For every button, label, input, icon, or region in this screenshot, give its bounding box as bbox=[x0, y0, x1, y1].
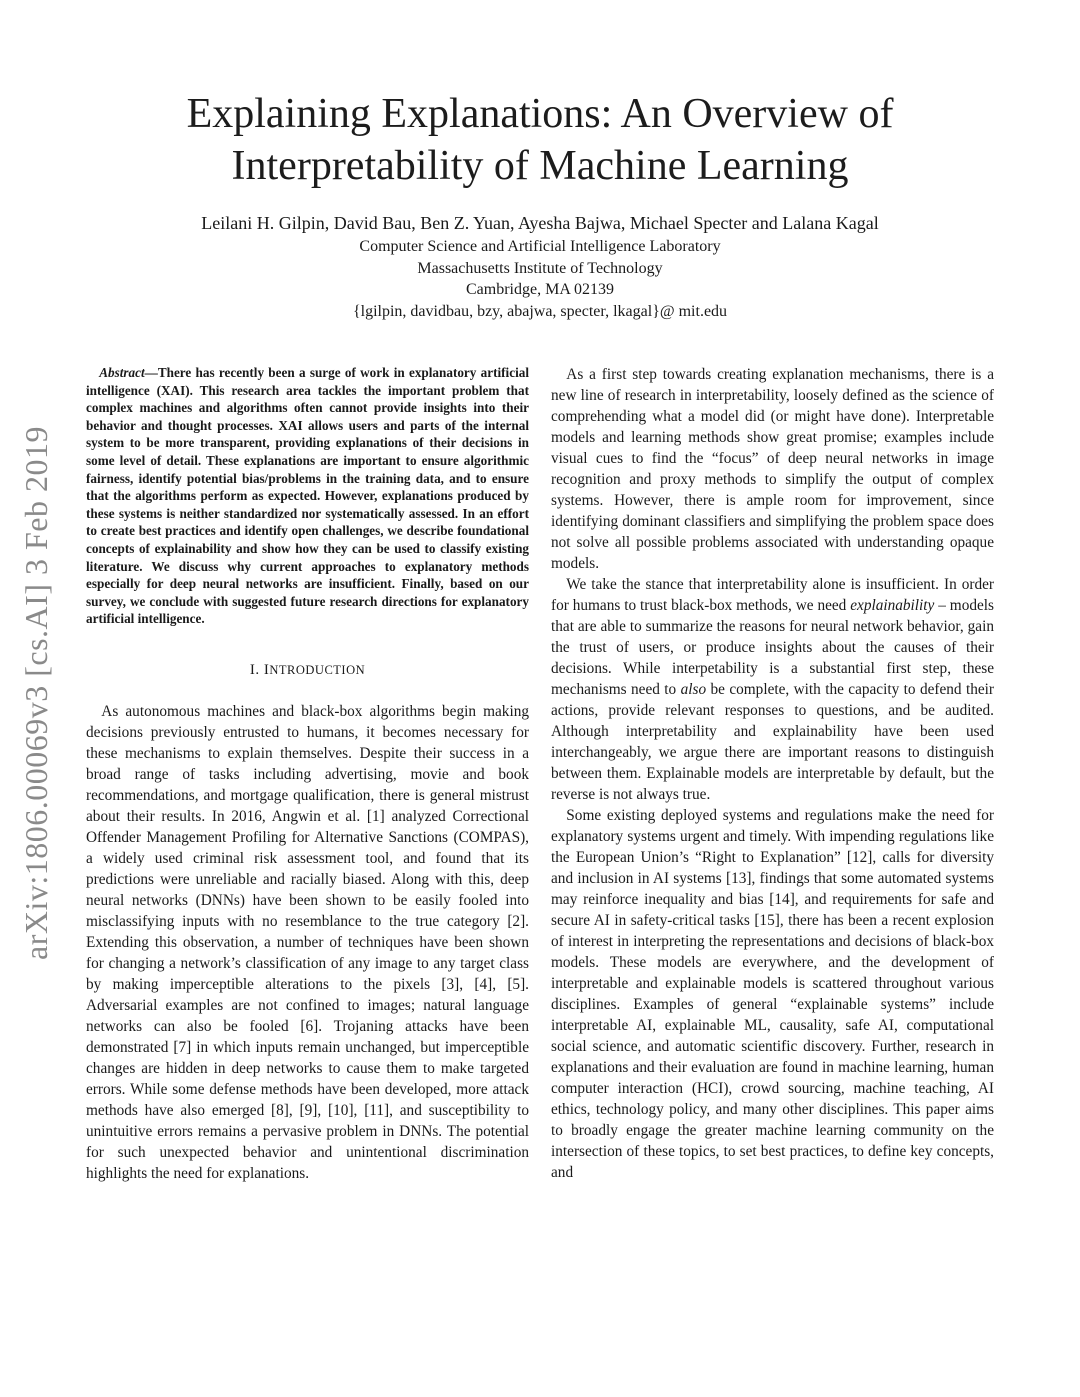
right-column bbox=[551, 364, 994, 1183]
abstract bbox=[86, 364, 529, 628]
para3-text-b: – models that are able to summarize the reasons for neural network behavior, gain the trust of users, or produce insights about the causes of their decisions. While interpetability is a substantial first step, these mechanisms need to bbox=[551, 597, 994, 698]
affiliation-emails: {lgilpin, davidbau, bzy, abajwa, specter, lkagal}@ mit.edu bbox=[352, 302, 728, 320]
paper-title-line-1: Explaining Explanations: An Overview of bbox=[186, 91, 894, 137]
section-heading-introduction bbox=[86, 660, 529, 681]
intro-paragraph-2: As a first step towards creating explanation mechanisms, there is a new line of research in interpretability, loosely defined as the science of comprehending what a model did (or might have done). Interpretable models and learning methods show great promise; examples include visual cues to find the “focus” of deep neural networks in image recognition and proxy methods to simplify the output of complex systems. However, there is ample room for improvement, since identifying dominant classifiers and simplifying the problem space does not solve all possible problems associated with understanding opaque models. bbox=[551, 366, 994, 572]
abstract-text: —There has recently been a surge of work in explanatory artificial intelligence (XAI). This research area tackles the important problem that complex machines and algorithms often cannot provide insights into their behavior and thought processes. XAI allows users and parts of the internal system to be more transparent, providing explanations of their decisions in some level of detail. These explanations are important to ensure algorithmic fairness, identify potential bias/problems in the training data, and to ensure that the algorithms perform as expected. However, explanations produced by these systems is neither standardized nor systematically assessed. In an effort to create best practices and identify open challenges, we describe foundational concepts of explainability and show how they can be used to classify existing literature. We discuss why current approaches to explanatory methods especially for deep neural networks are insufficient. Finally, based on our survey, we conclude with suggested future research directions for explanatory artificial intelligence. bbox=[86, 365, 529, 627]
section-number: I. bbox=[249, 661, 260, 678]
abstract-label: Abstract bbox=[99, 365, 145, 380]
intro-paragraph-3 bbox=[551, 574, 994, 805]
intro-paragraph-4: Some existing deployed systems and regulations make the need for explanatory systems urgent and timely. With impending regulations like the European Union’s “Right to Explanation” [12], calls for diversity and inclusion in AI systems [13], findings that some automated systems may reinforce inequality and bias [14], and requirements for safe and secure AI in safety-critical tasks [15], there has been a recent explosion of interest in interpreting the representations and decisions of black-box models. These models are everywhere, and the development of interpretable and explainable models is scattered throughout various disciplines. Examples of general “explainable systems” include interpretable AI, explainable ML, causality, safe AI, computational social science, and automatic scientific discovery. Further, research in explanations and their evaluation are found in machine learning, human computer interaction (HCI), crowd sourcing, machine teaching, AI ethics, technology policy, and many other disciplines. This paper aims to broadly engage the greater machine learning community on the intersection of these topics, to set best practices, to define key concepts, and bbox=[551, 807, 994, 1181]
para3-emphasis-also: also bbox=[680, 681, 707, 698]
para3-emphasis-explainability: explainability bbox=[850, 597, 935, 614]
affiliation-institute: Massachusetts Institute of Technology bbox=[417, 259, 663, 277]
para3-text-c: be complete, with the capacity to defend their actions, provide relevant responses to questions, and be audited. Although interpretability and explainability have been used interchangeably, we argue there are important reasons to distinguish between them. Explainable models are interpretable by default, but the reverse is not always true. bbox=[551, 681, 994, 803]
section-title-rest: NTRODUCTION bbox=[269, 662, 366, 677]
para3-text-a: We take the stance that interpretability alone is insufficient. In order for humans to trust black-box methods, we need bbox=[551, 576, 994, 614]
section-title-initial: I bbox=[263, 661, 270, 678]
left-column bbox=[86, 364, 529, 1184]
arxiv-watermark: arXiv:1806.00069v3 [cs.AI] 3 Feb 2019 bbox=[18, 426, 54, 960]
affiliation-city: Cambridge, MA 02139 bbox=[466, 281, 614, 298]
paper-title bbox=[100, 88, 980, 192]
affiliation-block bbox=[100, 236, 980, 322]
author-list: Leilani H. Gilpin, David Bau, Ben Z. Yuan, Ayesha Bajwa, Michael Specter and Lalana Kagal bbox=[201, 213, 879, 233]
intro-paragraph-1: As autonomous machines and black-box algorithms begin making decisions previously entrusted to humans, it becomes necessary for these mechanisms to explain themselves. Despite their success in a broad range of tasks including advertising, movie and book recommendations, and mortgage qualification, there is general mistrust about their results. In 2016, Angwin et al. [1] analyzed Correctional Offender Management Profiling for Alternative Sanctions (COMPAS), a widely used criminal risk assessment tool, and found that its predictions were unreliable and racially biased. Along with this, deep neural networks (DNNs) have been shown to be easily fooled into misclassifying inputs with no resemblance to the true category [2]. Extending this observation, a number of techniques have been shown for changing a network’s classification of any image to any target class by making imperceptible alterations to the pixels [3], [4], [5]. Adversarial examples are not confined to images; natural language networks can also be fooled [6]. Trojaning attacks have been demonstrated [7] in which inputs remain unchanged, but imperceptible changes are hidden in deep networks to cause them to make targeted errors. While some defense methods have been developed, more attack methods have also emerged [8], [9], [10], [11], and susceptibility to unintuitive errors remains a pervasive problem in DNNs. The potential for such unexpected behavior and unintentional discrimination highlights the need for explanations. bbox=[86, 702, 529, 1182]
affiliation-lab: Computer Science and Artificial Intelligence Laboratory bbox=[359, 238, 721, 255]
paper-title-line-2: Interpretability of Machine Learning bbox=[231, 143, 849, 189]
